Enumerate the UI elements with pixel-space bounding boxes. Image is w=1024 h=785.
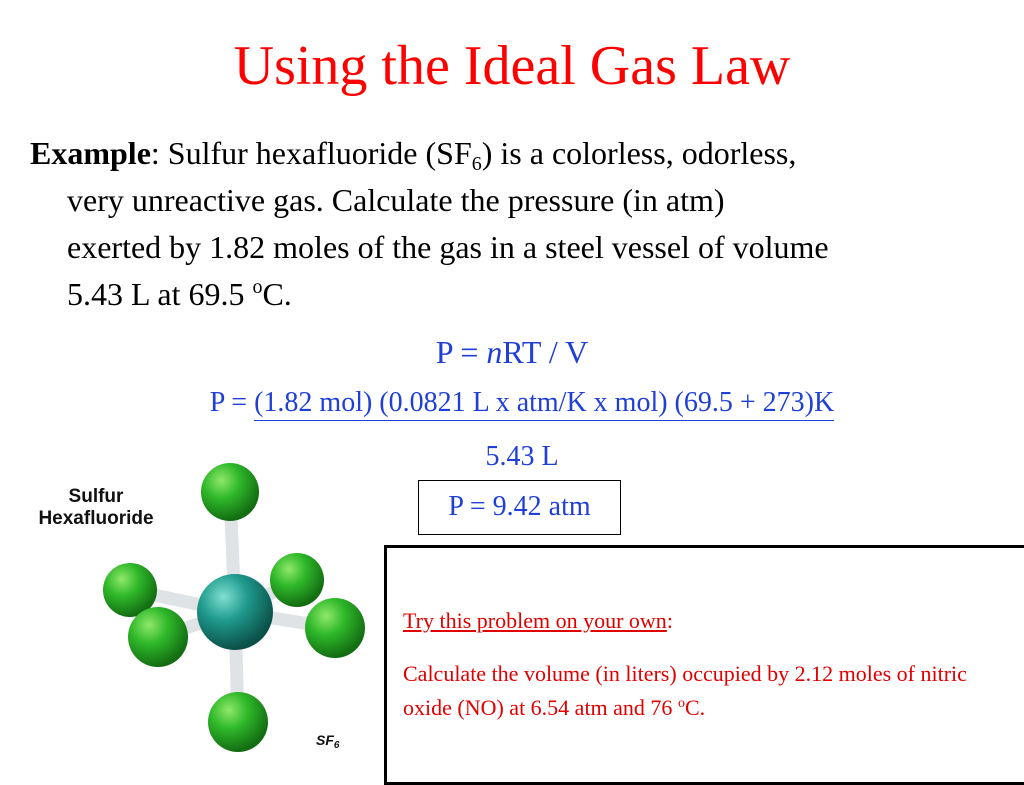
practice-heading-colon: : (666, 608, 673, 633)
practice-heading (403, 606, 673, 636)
substitution-denominator: 5.43 L (485, 441, 559, 472)
molecule-label-line-2: Hexafluoride (38, 508, 154, 529)
fluorine-atom-right-back (270, 553, 324, 607)
slide-title: Using the Ideal Gas Law (233, 35, 791, 97)
practice-body (403, 657, 1003, 725)
sulfur-atom (197, 574, 273, 650)
formula-n: n (486, 334, 503, 370)
substitution-numerator (0, 383, 1024, 423)
practice-degree-superscript: o (677, 696, 685, 711)
example-line-1 (30, 130, 1020, 177)
example-text-4b: C. (262, 276, 292, 312)
molecule-label (26, 486, 166, 530)
fluorine-atom-right-front (305, 598, 365, 658)
sf6-subscript: 6 (471, 153, 482, 175)
substitution-prefix: P = (209, 387, 255, 418)
molecule-formula (316, 732, 340, 751)
fluorine-atom-left-front (128, 607, 188, 667)
example-line-4 (30, 271, 1020, 318)
formula-base: SF (316, 732, 334, 748)
example-text-1a: : Sulfur hexafluoride (SF (150, 135, 472, 171)
example-text-1b: ) is a colorless, odorless, (481, 135, 797, 171)
ideal-gas-formula (0, 330, 1024, 374)
degree-superscript: o (252, 276, 263, 298)
practice-body-end: C. (684, 695, 706, 720)
formula-part-b: RT / V (502, 334, 589, 370)
formula-part-a: P = (435, 334, 487, 370)
example-paragraph (30, 130, 1020, 318)
molecule-label-line-1: Sulfur (68, 486, 124, 507)
answer-box: P = 9.42 atm (418, 480, 621, 535)
example-line-2: very unreactive gas. Calculate the pressure (in atm) (67, 182, 725, 218)
practice-body-text: Calculate the volume (in liters) occupied by 2.12 moles of nitric oxide (NO) at 6.54 atm and 76 (403, 661, 967, 720)
formula-subscript: 6 (333, 740, 340, 751)
example-line-3: exerted by 1.82 moles of the gas in a steel vessel of volume (67, 229, 829, 265)
example-text-4a: 5.43 L at 69.5 (67, 276, 253, 312)
numerator-text: (1.82 mol) (0.0821 L x atm/K x mol) (69.5 + 273)K (254, 387, 834, 421)
fluorine-atom-top (201, 463, 259, 521)
practice-heading-text: Try this problem on your own (403, 608, 667, 633)
example-label: Example (30, 135, 151, 171)
fluorine-atom-bottom (208, 692, 268, 752)
